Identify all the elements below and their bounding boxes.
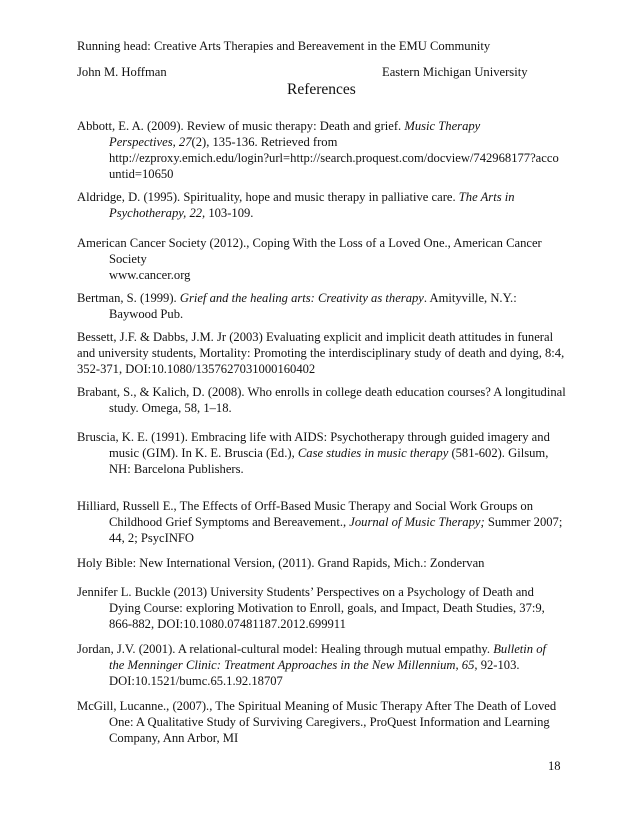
reference-line [77, 189, 515, 205]
reference-text: www.cancer.org [109, 268, 191, 282]
reference-italic-text: Grief and the healing arts: Creativity as therapy [179, 291, 424, 305]
reference-text: 866-882, DOI:10.1080.07481187.2012.699911 [109, 617, 346, 631]
reference-line [109, 616, 346, 632]
reference-text: Abbott, E. A. (2009). Review of music therapy: Death and grief. [77, 119, 405, 133]
reference-line [109, 251, 147, 267]
reference-line [77, 584, 534, 600]
reference-line [77, 384, 566, 400]
reference-line [109, 306, 183, 322]
reference-line [109, 134, 337, 150]
reference-text: Bessett, J.F. & Dabbs, J.M. Jr (2003) Evaluating explicit and implicit death attitudes in funeral [77, 330, 554, 344]
reference-line [109, 267, 190, 283]
reference-italic-text: the Menninger Clinic: Treatment Approaches in the New Millennium, 65 [109, 658, 475, 672]
reference-line [77, 118, 480, 134]
reference-text: music (GIM). In K. E. Bruscia (Ed.), [109, 446, 298, 460]
reference-text: Holy Bible: New International Version, (2011). Grand Rapids, Mich.: Zondervan [77, 556, 485, 570]
reference-italic-text: Journal of Music Therapy; [349, 515, 485, 529]
reference-text: and university students, Mortality: Promoting the interdisciplinary study of death and dying, 8:4, [77, 346, 565, 360]
reference-text: Company, Ann Arbor, MI [109, 731, 239, 745]
reference-text: study. Omega, 58, 1–18. [109, 401, 232, 415]
reference-line [109, 673, 283, 689]
reference-text: 103-109. [205, 206, 254, 220]
reference-text: Society [109, 252, 147, 266]
reference-line [77, 361, 315, 377]
reference-line [77, 698, 556, 714]
reference-text: Childhood Grief Symptoms and Bereavement., [109, 515, 350, 529]
reference-text: untid=10650 [109, 167, 174, 181]
reference-text: American Cancer Society (2012)., Coping With the Loss of a Loved One., American Cancer [77, 236, 542, 250]
university-name: Eastern Michigan University [382, 65, 528, 79]
reference-text: Brabant, S., & Kalich, D. (2008). Who enrolls in college death education courses? A longitudinal [77, 385, 566, 399]
reference-text: Dying Course: exploring Motivation to Enroll, goals, and Impact, Death Studies, 37:9, [109, 601, 545, 615]
reference-text: Baywood Pub. [109, 307, 184, 321]
reference-text: (581-602). Gilsum, [448, 446, 549, 460]
reference-line [109, 600, 545, 616]
reference-line [77, 345, 564, 361]
reference-line [77, 290, 517, 306]
reference-text: 44, 2; PsycINFO [109, 531, 195, 545]
reference-italic-text: Case studies in music therapy [297, 446, 449, 460]
reference-text: , 92-103. [474, 658, 520, 672]
reference-italic-text: Perspectives, 27 [109, 135, 192, 149]
reference-text: Summer 2007; [484, 515, 563, 529]
reference-text: Bruscia, K. E. (1991). Embracing life with AIDS: Psychotherapy through guided imagery and [77, 430, 550, 444]
reference-line [77, 329, 553, 345]
reference-line [77, 235, 542, 251]
reference-text: DOI:10.1521/bumc.65.1.92.18707 [109, 674, 283, 688]
running-head: Running head: Creative Arts Therapies and Bereavement in the EMU Community [77, 39, 491, 53]
reference-line [77, 641, 546, 657]
reference-italic-text: Bulletin of [493, 642, 547, 656]
reference-text: http://ezproxy.emich.edu/login?url=http://search.proquest.com/docview/742968177?acco [109, 151, 559, 165]
reference-italic-text: Psychotherapy, 22, [109, 206, 206, 220]
reference-line [109, 714, 550, 730]
reference-text: (2), 135-136. Retrieved from [191, 135, 338, 149]
reference-line [109, 657, 520, 673]
reference-line [109, 166, 173, 182]
reference-text: McGill, Lucanne., (2007)., The Spiritual Meaning of Music Therapy After The Death of Loved [77, 699, 557, 713]
reference-italic-text: Music Therapy [404, 119, 481, 133]
page-title: References [287, 81, 356, 98]
reference-text: Jennifer L. Buckle (2013) University Students’ Perspectives on a Psychology of Death and [77, 585, 534, 599]
reference-text: Bertman, S. (1999). [77, 291, 180, 305]
reference-line [109, 730, 238, 746]
reference-italic-text: The Arts in [458, 190, 515, 204]
reference-line [109, 205, 253, 221]
reference-text: NH: Barcelona Publishers. [109, 462, 244, 476]
reference-line [77, 429, 550, 445]
reference-text: One: A Qualitative Study of Surviving Caregivers., ProQuest Information and Learning [109, 715, 550, 729]
reference-text: . Amityville, N.Y.: [423, 291, 517, 305]
author-name: John M. Hoffman [77, 65, 167, 79]
reference-line [77, 498, 533, 514]
reference-line [77, 555, 484, 571]
reference-line [109, 150, 559, 166]
reference-line [109, 400, 232, 416]
reference-text: Aldridge, D. (1995). Spirituality, hope and music therapy in palliative care. [77, 190, 459, 204]
reference-line [109, 461, 244, 477]
reference-line [109, 530, 194, 546]
reference-line [109, 514, 562, 530]
page-number: 18 [548, 759, 561, 773]
reference-line [109, 445, 548, 461]
reference-text: 352-371, DOI:10.1080/1357627031000160402 [77, 362, 316, 376]
reference-text: Hilliard, Russell E., The Effects of Orff-Based Music Therapy and Social Work Groups on [77, 499, 534, 513]
reference-text: Jordan, J.V. (2001). A relational-cultural model: Healing through mutual empathy. [77, 642, 494, 656]
